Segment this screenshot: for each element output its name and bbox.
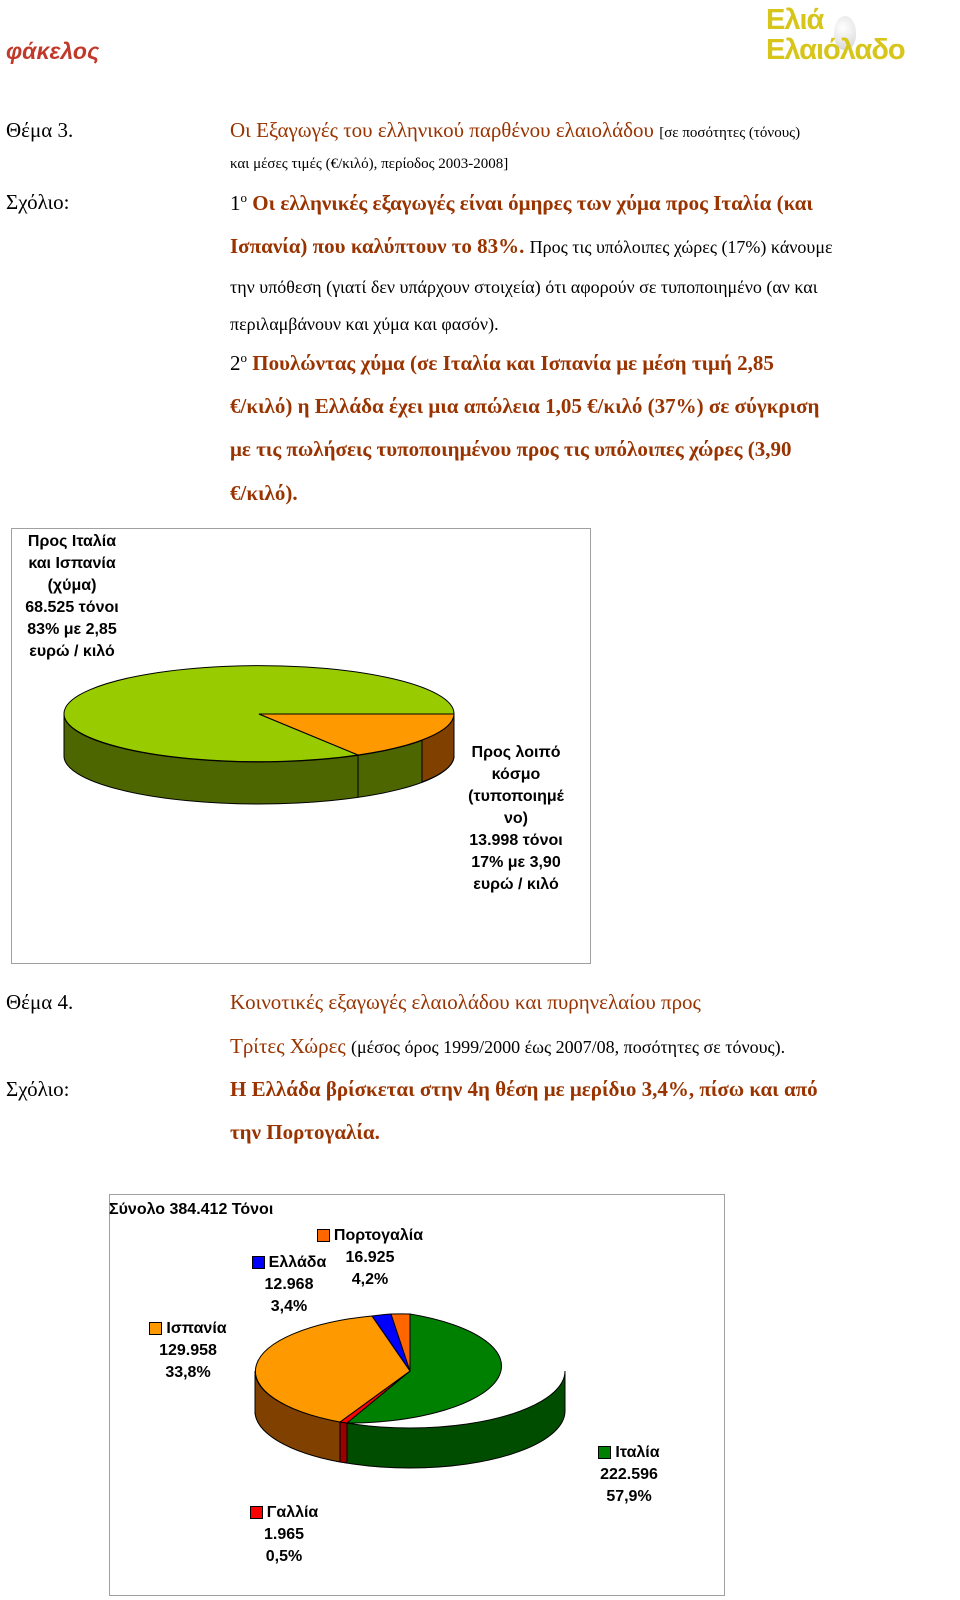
label-rest-tonnes: 13.998 τόνοι bbox=[469, 832, 563, 849]
label-rest-line: νο) bbox=[504, 810, 528, 827]
label-bulk-line: και Ισπανία bbox=[28, 555, 116, 572]
france-tonnes: 1.965 bbox=[263, 1526, 305, 1543]
topic-3-subtitle-a: [σε ποσότητες (τόνους) bbox=[659, 125, 801, 141]
spain-tonnes: 129.958 bbox=[159, 1342, 217, 1359]
greece-tonnes: 12.968 bbox=[264, 1276, 314, 1293]
label-bulk-line: Προς Ιταλία bbox=[27, 533, 117, 550]
spain-legend-swatch bbox=[149, 1322, 162, 1335]
label-bulk-line: (χύμα) bbox=[47, 577, 97, 594]
comment-1-bold-b: Ισπανία) που καλύπτουν το 83%. bbox=[230, 234, 525, 258]
italy-legend-swatch bbox=[598, 1446, 611, 1459]
comment-2-text-d: €/κιλό). bbox=[230, 481, 298, 505]
label-bulk-unit: ευρώ / κιλό bbox=[29, 643, 115, 660]
comment-2-sup: ο bbox=[240, 350, 247, 365]
greece-share: 3,4% bbox=[270, 1298, 308, 1315]
portugal-name: Πορτογαλία bbox=[333, 1227, 424, 1244]
greece-legend-swatch bbox=[252, 1256, 265, 1269]
logo-line-2: Ελαιόλαδο bbox=[766, 34, 905, 66]
label-rest-line: (τυποποιημέ bbox=[468, 788, 564, 805]
portugal-legend-swatch bbox=[317, 1229, 330, 1242]
chart-2-label-greece bbox=[244, 1252, 334, 1318]
topic-3-label: Θέμα 3. bbox=[6, 118, 74, 142]
italy-share: 57,9% bbox=[606, 1488, 652, 1505]
france-share: 0,5% bbox=[265, 1548, 303, 1565]
label-rest-unit: ευρώ / κιλό bbox=[473, 876, 559, 893]
france-legend-swatch bbox=[250, 1506, 263, 1519]
france-name: Γαλλία bbox=[266, 1504, 319, 1521]
brand-logo bbox=[762, 4, 904, 70]
comment-1-sup: ο bbox=[240, 190, 247, 205]
comment-1-line-b bbox=[230, 234, 833, 259]
topic-3-comment-label: Σχόλιο: bbox=[6, 190, 70, 214]
portugal-share: 4,2% bbox=[351, 1271, 389, 1288]
comment-1-rest-a: Προς τις υπόλοιπες χώρες (17%) κάνουμε bbox=[529, 237, 833, 257]
label-bulk-tonnes: 68.525 τόνοι bbox=[25, 599, 119, 616]
comment-2-text-c: με τις πωλήσεις τυποποιημένου προς τις υπόλοιπες χώρες (3,90 bbox=[230, 437, 792, 461]
topic-4-heading-b-rest: (μέσος όρος 1999/2000 έως 2007/08, ποσότητες σε τόνους). bbox=[350, 1037, 786, 1057]
topic-3-heading: Οι Εξαγωγές του ελληνικού παρθένου ελαιολάδου bbox=[230, 118, 654, 142]
topic-4-heading-b: Τρίτες Χώρες bbox=[230, 1034, 346, 1058]
comment-2-number: 2 bbox=[230, 351, 241, 375]
chart-1-label-bulk bbox=[10, 531, 134, 663]
topic-4-heading-line-b bbox=[230, 1034, 785, 1059]
topic-4-comment-label: Σχόλιο: bbox=[6, 1077, 70, 1101]
chart-2-label-france bbox=[244, 1502, 324, 1568]
chart-1-label-rest bbox=[454, 742, 578, 896]
label-bulk-share-price: 83% με 2,85 bbox=[27, 621, 117, 638]
document-title: φάκελος bbox=[6, 38, 100, 64]
portugal-tonnes: 16.925 bbox=[345, 1249, 395, 1266]
topic-4-label: Θέμα 4. bbox=[6, 990, 74, 1014]
chart-2-label-spain bbox=[140, 1318, 236, 1384]
topic-3-heading-line bbox=[230, 118, 800, 143]
comment-2-text-b: €/κιλό) η Ελλάδα έχει μια απώλεια 1,05 €/κιλό (37%) σε σύγκριση bbox=[230, 394, 820, 418]
chart-2-total: Σύνολο 384.412 Τόνοι bbox=[109, 1201, 274, 1218]
comment-1-line-a bbox=[230, 190, 813, 216]
topic-3-subtitle-b: και μέσες τιμές (€/κιλό), περίοδος 2003-2008] bbox=[230, 156, 509, 172]
spain-name: Ισπανία bbox=[166, 1320, 227, 1337]
topic-4-comment-b: την Πορτογαλία. bbox=[230, 1120, 380, 1144]
comment-2-text-a: Πουλώντας χύμα (σε Ιταλία και Ισπανία με μέση τιμή 2,85 bbox=[252, 351, 774, 375]
italy-tonnes: 222.596 bbox=[600, 1466, 658, 1483]
chart-2-label-italy bbox=[584, 1442, 674, 1508]
label-rest-line: Προς λοιπό bbox=[471, 744, 561, 761]
label-rest-line: κόσμο bbox=[491, 766, 541, 783]
greece-name: Ελλάδα bbox=[268, 1254, 327, 1271]
topic-4-comment-a: Η Ελλάδα βρίσκεται στην 4η θέση με μερίδιο 3,4%, πίσω και από bbox=[230, 1077, 818, 1101]
comment-1-bold-a: Οι ελληνικές εξαγωγές είναι όμηρες των χύμα προς Ιταλία (και bbox=[252, 191, 813, 215]
italy-name: Ιταλία bbox=[615, 1444, 660, 1461]
comment-1-number: 1 bbox=[230, 191, 241, 215]
comment-2-line-a bbox=[230, 350, 774, 376]
topic-4-heading-a: Κοινοτικές εξαγωγές ελαιολάδου και πυρηνελαίου προς bbox=[230, 990, 701, 1014]
comment-1-rest-b: την υπόθεση (γιατί δεν υπάρχουν στοιχεία) ότι αφορούν σε τυποποιημένο (αν και bbox=[230, 277, 818, 297]
comment-1-rest-c: περιλαμβάνουν και χύμα και φασόν). bbox=[230, 314, 499, 334]
logo-line-1: Ελιά bbox=[766, 4, 824, 36]
pie-2-side-france bbox=[340, 1422, 347, 1463]
spain-share: 33,8% bbox=[165, 1364, 211, 1381]
label-rest-share-price: 17% με 3,90 bbox=[471, 854, 561, 871]
